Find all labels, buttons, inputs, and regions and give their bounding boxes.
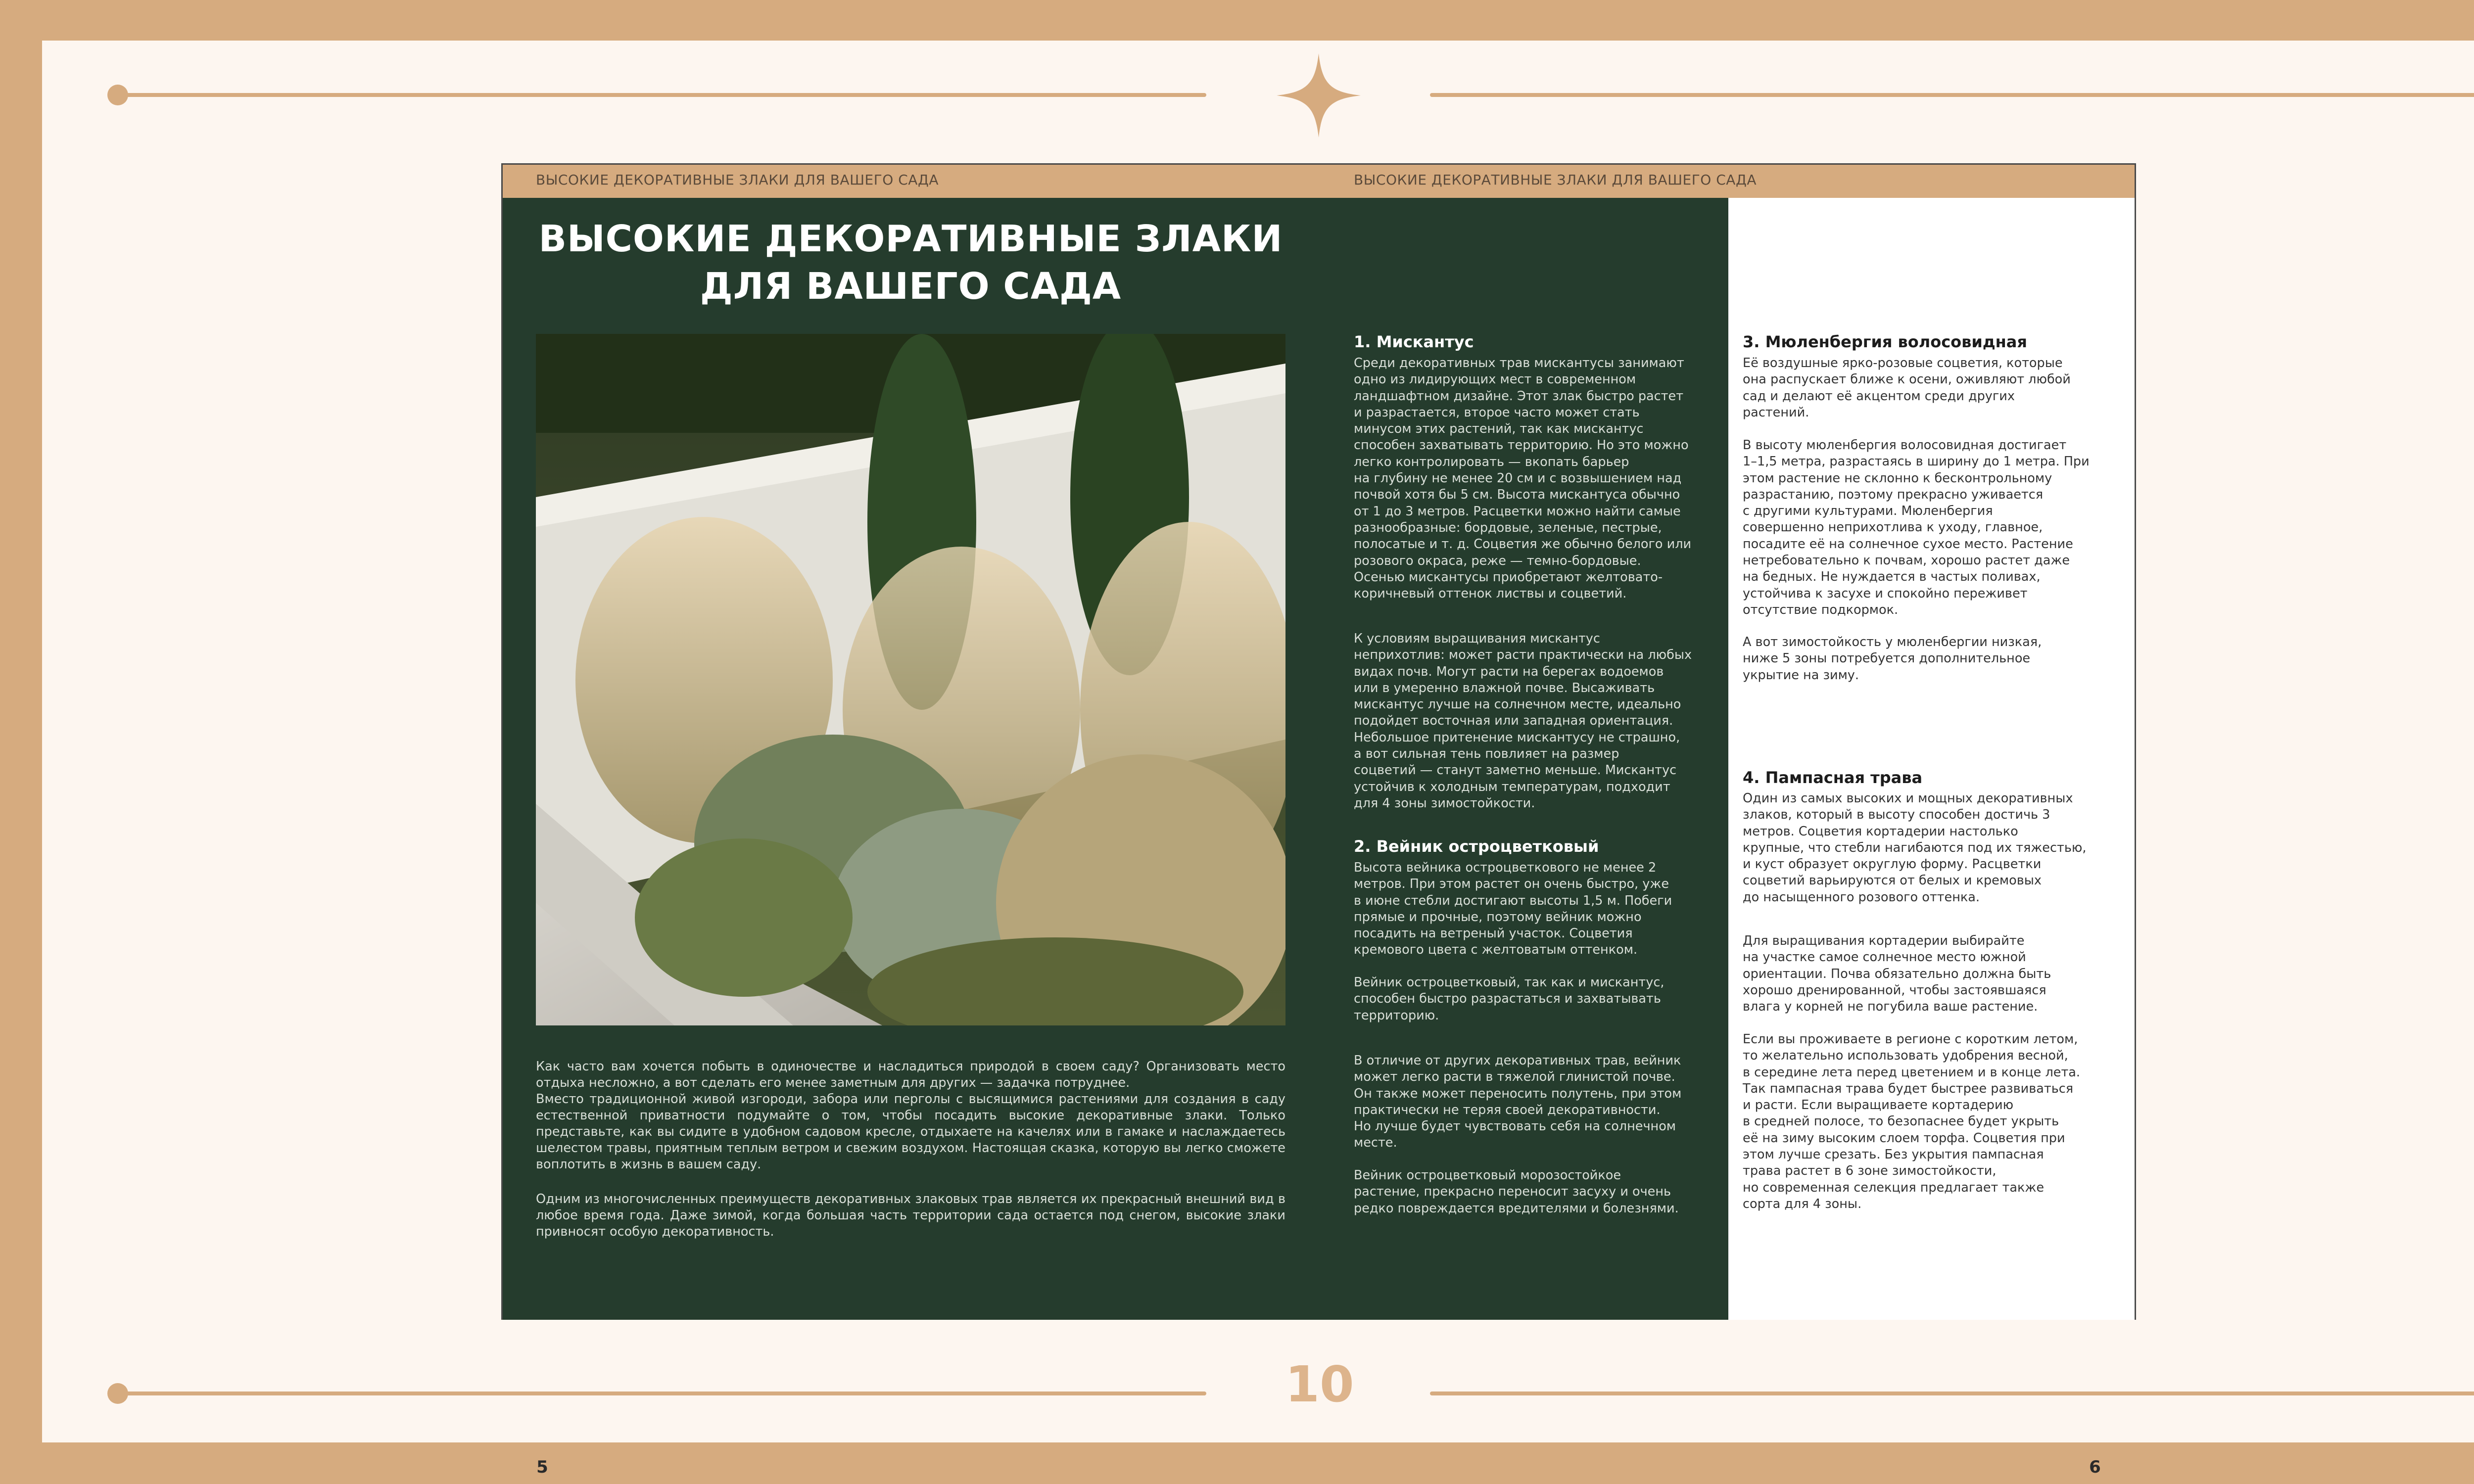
section-2-paragraph-2: Вейник остроцветковый, так как и мискантус, способен быстро разрастаться и захватывать территорию. (1354, 975, 1665, 1023)
title-line-1: ВЫСОКИЕ ДЕКОРАТИВНЫЕ ЗЛАКИ (538, 218, 1283, 260)
section-4-paragraph-1: Один из самых высоких и мощных декоративных злаков, который в высоту способен достичь 3 метров. Соцветия кортадерии настолько крупные, что стебли нагибаются под их тяжестью, и куст образует округлую форму. Расцветки соцветий варьируются от белых и кремовых до насыщенного розового оттенка. (1743, 791, 2087, 905)
section-2-paragraph-3: В отличие от других декоративных трав, вейник может легко расти в тяжелой глинистой почве. Он также может переносить полутень, при этом практически не теряя своей декоративности. Но лучше будет чувствовать себя на солнечном месте. (1354, 1053, 1682, 1151)
section-4-heading: 4. Пампасная трава (1743, 768, 1923, 787)
title-line-2: ДЛЯ ВАШЕГО САДА (700, 265, 1122, 308)
bottom-left-rule (118, 1391, 1206, 1395)
header-band (503, 165, 2135, 198)
page-number-right: 6 (2055, 1451, 2135, 1484)
section-2-paragraph-1: Высота вейника остроцветкового не менее 2 метров. При этом растет он очень быстро, уже в июне стебли достигают высоты 1,5 м. Побеги прямые и прочные, поэтому вейник можно посадить на ветреный участок. Соцветия кремового цвета с желтоватым оттенком. (1354, 860, 1672, 958)
top-right-rule (1430, 93, 2474, 97)
top-left-dot (107, 85, 128, 105)
bottom-left-dot (107, 1383, 128, 1404)
header-left: ВЫСОКИЕ ДЕКОРАТИВНЫЕ ЗЛАКИ ДЛЯ ВАШЕГО САДА (536, 172, 939, 188)
section-1-heading: 1. Мискантус (1354, 332, 1474, 351)
intro-paragraph-2: Одним из многочисленных преимуществ декоративных злаковых трав является их прекрасный внешний вид в любое время года. Даже зимой, когда большая часть территории сада остается под снегом, высокие злаки привносят особую декоративность. (536, 1192, 1285, 1239)
section-4-paragraph-3: Если вы проживаете в регионе с коротким летом, то желательно использовать удобрения весной, в середине лета перед цветением и в конце лета. Так пампасная трава будет быстрее развиваться и расти. Если выращиваете кортадерию в средней полосе, то безопаснее будет укрыть её на зиму высоким слоем торфа. Соцветия при этом лучше срезать. Без укрытия пампасная трава растет в 6 зоне зимостойкости, но современная селекция предлагает также сорта для 4 зоны. (1743, 1032, 2081, 1211)
section-1-paragraph-1: Среди декоративных трав мискантусы занимают одно из лидирующих мест в современном ландшафтном дизайне. Этот злак быстро растет и разрастается, второе часто может стать минусом этих растений, так как мискантус способен захватывать территорию. Но это можно легко контролировать — вкопать барьер на глубину не менее 20 см и с возвышением над почвой хотя бы 5 см. Высота мискантуса обычно от 1 до 3 метров. Расцветки можно найти самые разнообразные: бордовые, зеленые, пестрые, полосатые и т. д. Соцветия же обычно белого или розового окраса, реже — темно-бордовые. Осенью мискантусы приобретают желтовато- коричневый оттенок листвы и соцветий. (1354, 356, 1692, 602)
section-3-paragraph-1: Её воздушные ярко-розовые соцветия, которые она распускает ближе к осени, оживляют любой сад и делают её акцентом среди других растений. (1743, 356, 2071, 420)
section-2-paragraph-4: Вейник остроцветковый морозостойкое растение, прекрасно переносит засуху и очень редко повреждается вредителями и болезнями. (1354, 1168, 1679, 1216)
section-4-paragraph-2: Для выращивания кортадерии выбирайте на участке самое солнечное место южной ориентации. Почва обязательно должна быть хорошо дренированной, чтобы застоявшаяся влага у корней не погубила ваше растение. (1743, 933, 2051, 1015)
section-3-paragraph-2: В высоту мюленбергия волосовидная достигает 1–1,5 метра, разрастаясь в ширину до 1 метра. При этом растение не склонно к бесконтрольному разрастанию, поэтому прекрасно уживается с другими культурами. Мюленбергия совершенно неприхотлива к уходу, главное, посадите её на солнечное сухое место. Растение нетребовательно к почвам, хорошо растет даже на бедных. Не нуждается в частых поливах, устойчива к засухе и спокойно переживет отсутствие подкормок. (1743, 438, 2090, 617)
header-right: ВЫСОКИЕ ДЕКОРАТИВНЫЕ ЗЛАКИ ДЛЯ ВАШЕГО САДА (1354, 172, 1757, 188)
section-1-paragraph-2: К условиям выращивания мискантус неприхотлив: может расти практически на любых видах почв. Могут расти на берегах водоемов или в умеренно влажной почве. Высаживать мискантус лучше на солнечном месте, идеально подойдет восточная или западная ориентация. Небольшое притенение мискантусу не страшно, а вот сильная тень повлияет на размер соцветий — станут заметно меньше. Мискантус устойчив к холодным температурам, подходит для 4 зоны зимостойкости. (1354, 631, 1692, 811)
page-number-left: 5 (503, 1451, 582, 1484)
article-title (521, 215, 1300, 310)
section-2-heading: 2. Вейник остроцветковый (1354, 837, 1599, 856)
section-3-paragraph-3: А вот зимостойкость у мюленбергии низкая, ниже 5 зоны потребуется дополнительное укрытие на зиму. (1743, 635, 2042, 683)
star-icon (1277, 53, 1361, 138)
slide-number: 10 (1285, 1355, 1354, 1413)
top-left-rule (118, 93, 1206, 97)
bottom-right-rule (1430, 1391, 2474, 1395)
intro-paragraph-1: Как часто вам хочется побыть в одиночестве и насладиться природой в своем саду? Организовать место отдыха несложно, а вот сделать его менее заметным для других — задачка потруднее. Вместо традиционной живой изгороди, забора или перголы с высящимися растениями для создания в саду естественной приватности подумайте о том, чтобы посадить высокие декоративные злаки. Только представьте, как вы сидите в удобном садовом кресле, отдыхаете на качелях или в гамаке и наслаждаетесь шелестом травы, приятным теплым ветром и свежим воздухом. Настоящая сказка, которую вы легко сможете воплотить в жизнь в вашем саду. (536, 1059, 1285, 1172)
garden-grasses-photo (536, 334, 1285, 1025)
section-3-heading: 3. Мюленбергия волосовидная (1743, 332, 2027, 351)
